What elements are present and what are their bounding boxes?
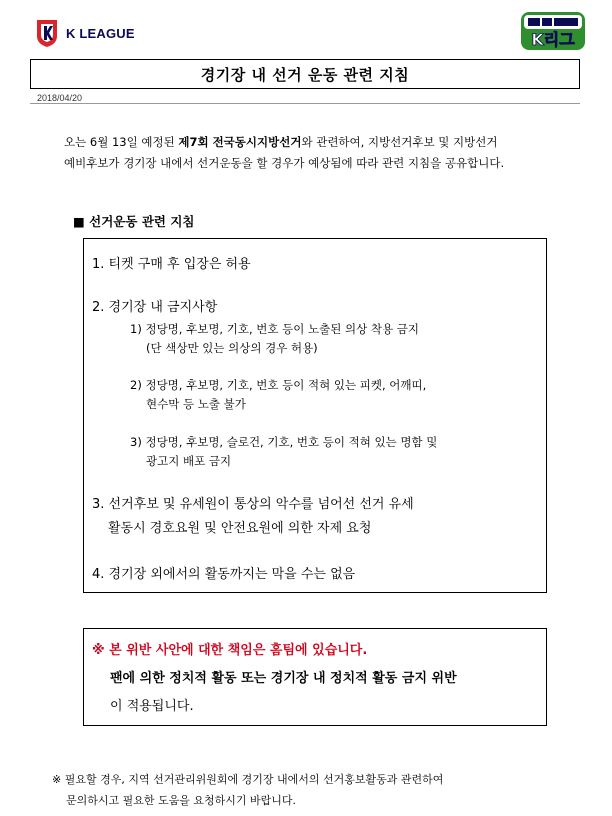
guideline-item-2: 2. 경기장 내 금지사항 bbox=[92, 300, 218, 315]
prohibition-3-line-1: 3) 정당명, 후보명, 슬로건, 기호, 번호 등이 적혀 있는 명함 및 bbox=[130, 435, 438, 449]
footnote-line-2: 문의하시고 필요한 도움을 요청하시기 바랍니다. bbox=[66, 794, 297, 807]
section-heading: ■ 선거운동 관련 지침 bbox=[73, 214, 195, 229]
page-title: 경기장 내 선거 운동 관련 지침 bbox=[200, 65, 410, 84]
notice-applies: 이 적용됩니다. bbox=[110, 699, 194, 714]
guideline-item-3-line-2: 활동시 경호요원 및 안전요원에 의한 자제 요청 bbox=[108, 521, 372, 536]
notice-warning: ※ 본 위반 사안에 대한 책임은 홈팀에 있습니다. bbox=[92, 643, 368, 658]
prohibition-1-line-2: (단 색상만 있는 의상의 경우 허용) bbox=[146, 341, 318, 355]
document-date: 2018/04/20 bbox=[37, 93, 83, 103]
notice-violation: 팬에 의한 정치적 활동 또는 경기장 내 정치적 활동 금지 위반 bbox=[110, 671, 457, 686]
intro-line-1 bbox=[64, 134, 497, 150]
election-name: 제7회 전국동시지방선거 bbox=[178, 135, 302, 149]
notice-box bbox=[83, 628, 547, 726]
divider bbox=[30, 103, 580, 104]
prohibition-1-line-1: 1) 정당명, 후보명, 기호, 번호 등이 노출된 의상 착용 금지 bbox=[130, 322, 419, 336]
footnote-line-1: ※ 필요할 경우, 지역 선거관리위원회에 경기장 내에서의 선거홍보활동과 관련하여 bbox=[52, 773, 444, 786]
intro-line-1-pre: 오는 6월 13일 예정된 bbox=[64, 135, 179, 149]
prohibition-3-line-2: 광고지 배포 금지 bbox=[146, 454, 232, 468]
title-box bbox=[30, 59, 580, 89]
k-league-badge-icon bbox=[34, 18, 60, 48]
prohibition-2-line-2: 현수막 등 노출 불가 bbox=[146, 397, 246, 411]
prohibition-2-line-1: 2) 정당명, 후보명, 기호, 번호 등이 적혀 있는 피켓, 어깨띠, bbox=[130, 378, 427, 392]
guideline-box bbox=[83, 238, 547, 593]
guideline-item-4: 4. 경기장 외에서의 활동까지는 막을 수는 없음 bbox=[92, 567, 356, 582]
k-league-event-logo bbox=[520, 10, 586, 52]
intro-line-1-post: 와 관련하여, 지방선거후보 및 지방선거 bbox=[301, 135, 498, 149]
right-logo-text: K리그 bbox=[531, 30, 575, 49]
k-league-logo-text: K LEAGUE bbox=[66, 26, 135, 41]
guideline-item-1: 1. 티켓 구매 후 입장은 허용 bbox=[92, 257, 251, 272]
guideline-item-3-line-1: 3. 선거후보 및 유세원이 통상의 악수를 넘어선 선거 유세 bbox=[92, 497, 414, 512]
intro-line-2: 예비후보가 경기장 내에서 선거운동을 할 경우가 예상됨에 따라 관련 지침을 공유합니다. bbox=[64, 156, 505, 170]
